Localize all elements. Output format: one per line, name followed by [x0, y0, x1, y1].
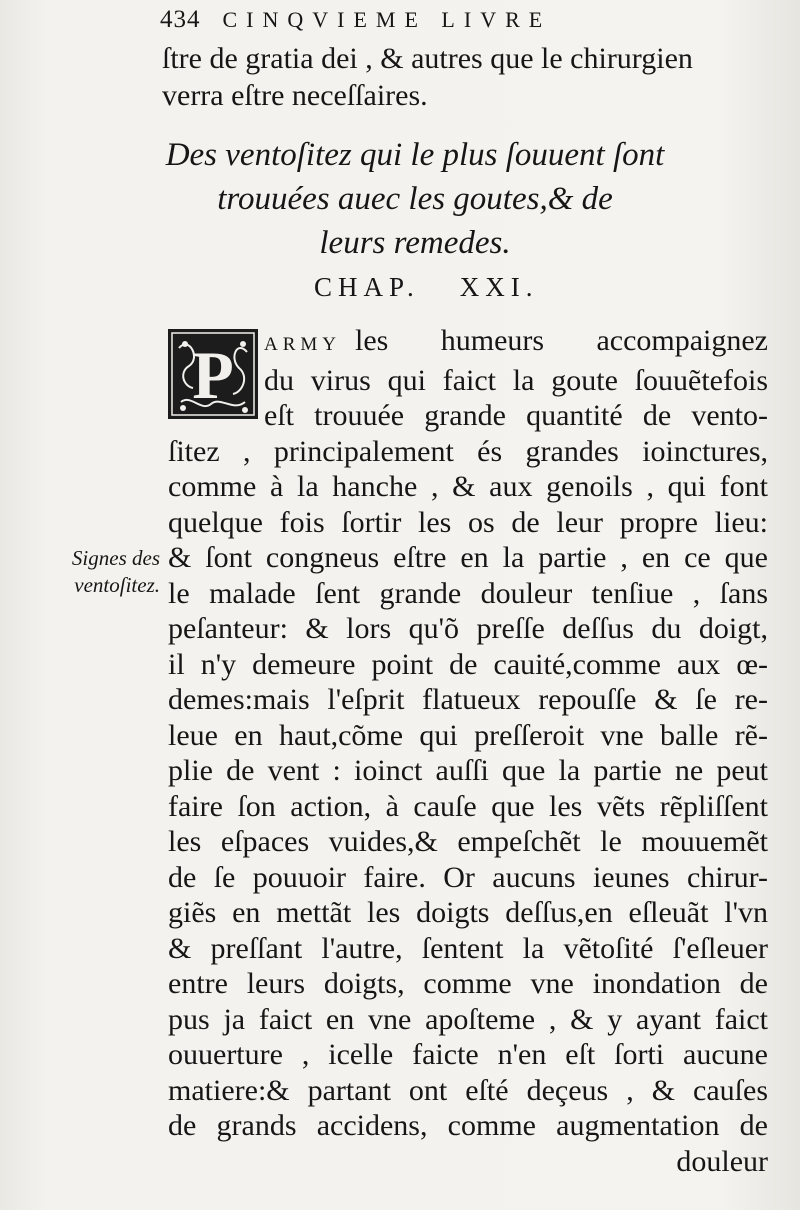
margin-note-line: ventoſitez. [74, 573, 160, 597]
page-header [160, 6, 720, 34]
body-line: entre leurs doigts, comme vne inondation de [168, 967, 768, 1000]
body-line: du virus qui faict la goute ſouuẽtefois [264, 363, 768, 397]
first-word-smallcaps: ARMY [264, 334, 342, 355]
body-line: demes:mais l'eſprit flatueux repouſſe & ſe re- [168, 683, 768, 716]
margin-note [20, 545, 160, 599]
body-line: quelque fois ſortir les os de leur propre lieu: [168, 505, 768, 539]
chapter-title-line: trouuées auec les goutes,& de [217, 181, 613, 217]
body-line: peſanteur: & lors qu'õ preſſe deſſus du doigt, [168, 612, 768, 645]
catchword: douleur [676, 1144, 768, 1178]
body-line: il n'y demeure point de cauité,comme aux œ- [168, 647, 768, 681]
running-head: CINQVIEME LIVRE [222, 7, 552, 32]
body-line: de ſe pouuoir faire. Or aucuns ieunes chirur- [168, 860, 768, 894]
body-line: & preſſant l'autre, ſentent la vẽtoſité ſ'eſleuer [168, 931, 768, 965]
chapter-title [120, 133, 710, 265]
body-line: les eſpaces vuides,& empeſchẽt le mouuemẽt [168, 825, 768, 858]
chapter-body [168, 323, 768, 1179]
page-number: 434 [160, 6, 201, 33]
body-line: ſitez , principalement és grandes ioinctures, [168, 434, 768, 468]
body-line: pus ja faict en vne apoſteme , & y ayant faict [168, 1002, 768, 1036]
body-line: comme à la hanche , & aux genoils , qui font [168, 470, 768, 503]
body-line: plie de vent : ioinct auſſi que la partie ne peut [168, 754, 768, 787]
chapter-number: XXI. [459, 272, 539, 302]
body-line: ARMY les humeurs accompaignez [264, 324, 768, 357]
body-line: & ſont congneus eſtre en la partie , en ce que [168, 541, 768, 574]
body-line: matiere:& partant ont eſté deçeus , & cauſes [168, 1073, 768, 1107]
continuation-text [162, 40, 782, 114]
drop-cap-letter: P [192, 337, 234, 413]
chapter-label: CHAP. [314, 272, 420, 302]
body-line: le malade ſent grande douleur tenſiue , ſans [168, 576, 768, 610]
body-line: faire ſon action, à cauſe que les vẽts rẽpliſſent [168, 789, 768, 823]
body-line: de grands accidens, comme augmentation de [168, 1109, 768, 1142]
body-line: giẽs en mettãt les doigts deſſus,en eſleuãt l'vn [168, 896, 768, 929]
chapter-title-line: leurs remedes. [319, 225, 511, 261]
body-line: leue en haut,cõme qui preſſeroit vne balle rẽ- [168, 718, 768, 752]
body-line: eſt trouuée grande quantité de vento- [264, 399, 768, 432]
body-line: ouuerture , icelle faicte n'en eſt ſorti aucune [168, 1038, 768, 1071]
chapter-heading [314, 272, 539, 303]
continuation-line: verra eſtre neceſſaires. [162, 79, 428, 112]
chapter-title-line: Des ventoſitez qui le plus ſouuent ſont [165, 137, 665, 173]
continuation-line: ſtre de gratia dei , & autres que le chirurgien [162, 42, 693, 75]
margin-note-line: Signes des [71, 546, 160, 570]
